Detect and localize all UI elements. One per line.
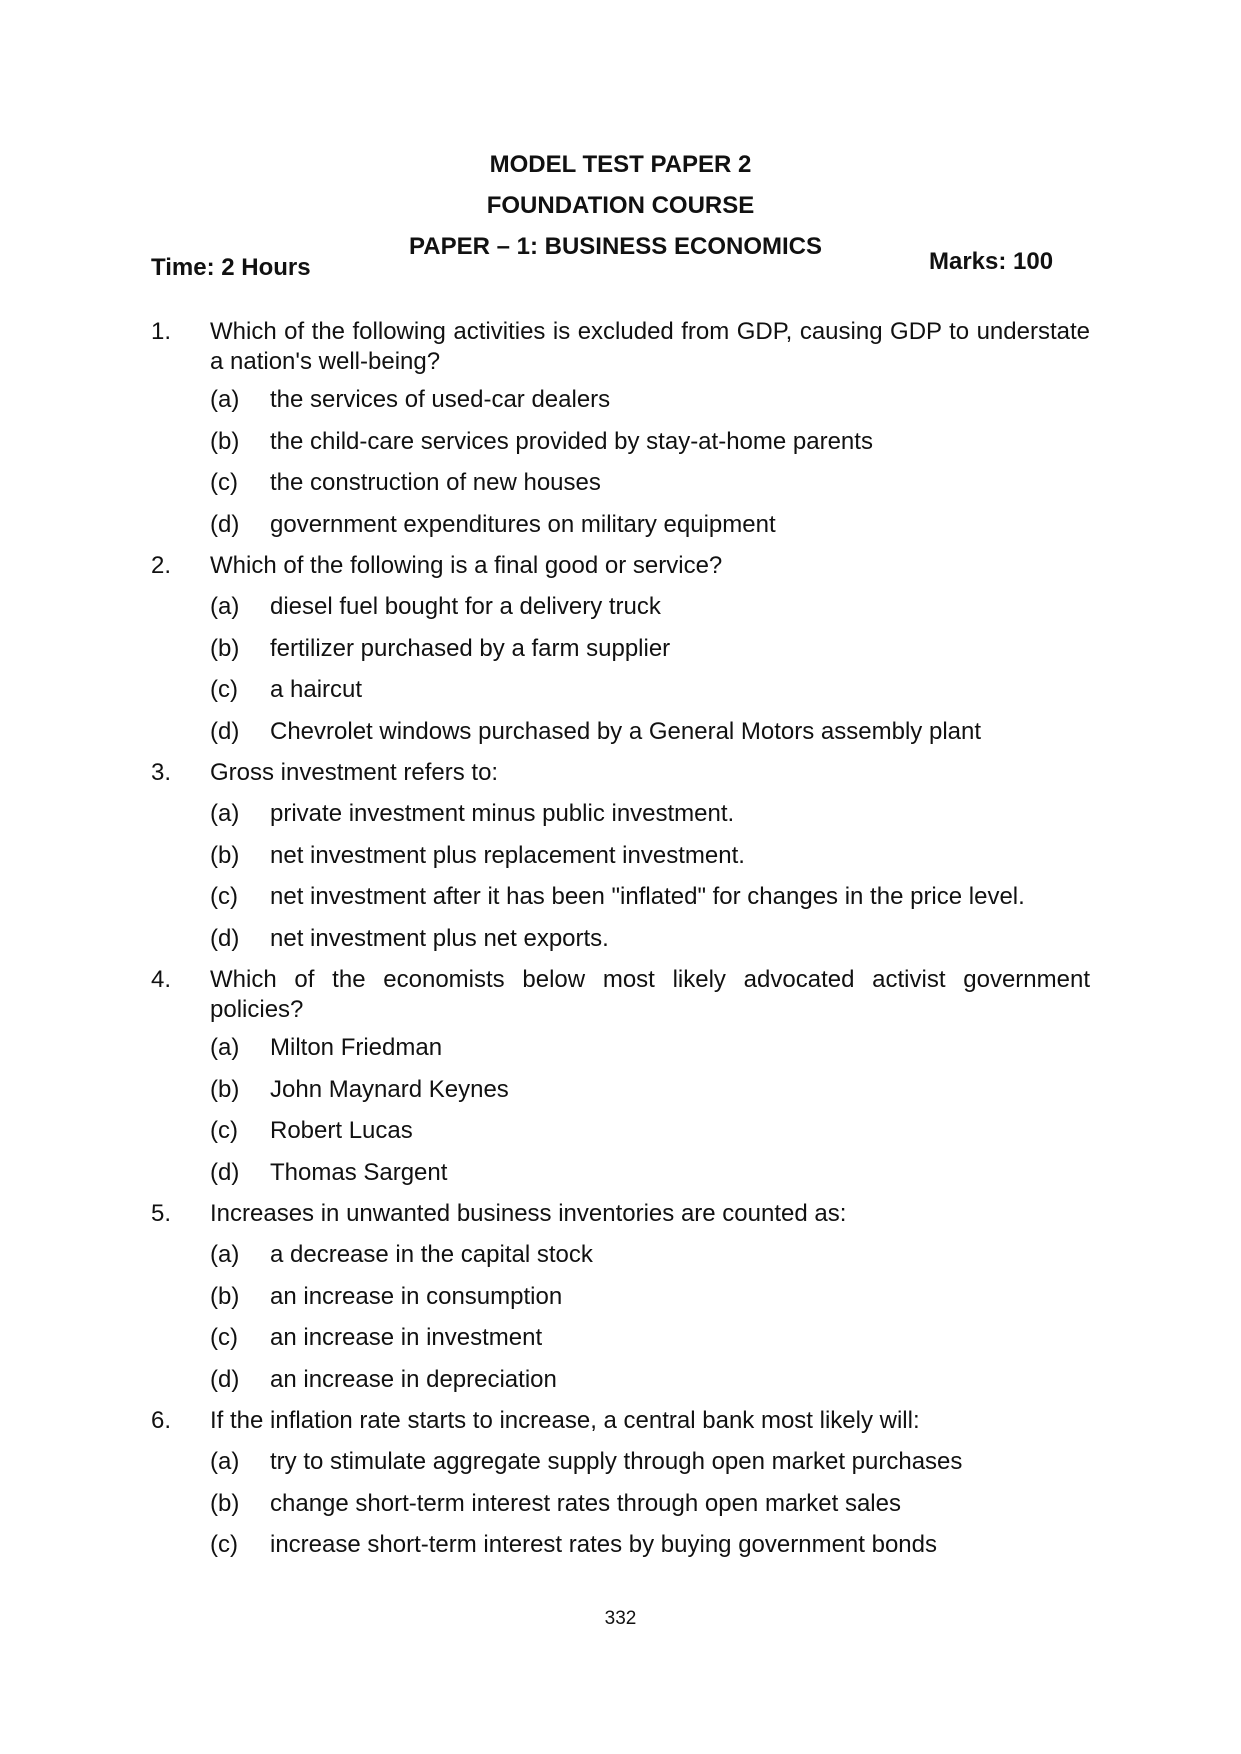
option-text: net investment after it has been "inflated" for changes in the price level.	[270, 883, 1025, 910]
option-label: (a)	[210, 1241, 240, 1268]
time-allowed: Time: 2 Hours	[151, 254, 311, 281]
option-text: net investment plus replacement investment.	[270, 841, 745, 869]
option-b	[151, 427, 1090, 457]
option-text: net investment plus net exports.	[270, 924, 609, 952]
option-label: (d)	[210, 717, 240, 745]
option-label: (b)	[210, 1075, 240, 1103]
option-c	[151, 468, 1090, 498]
option-text: Chevrolet windows purchased by a General Motors assembly plant	[270, 717, 982, 745]
question-number: 5.	[151, 1200, 172, 1227]
course-name: FOUNDATION COURSE	[486, 192, 755, 219]
option-b	[151, 634, 1090, 664]
option-label: (c)	[210, 676, 238, 703]
total-marks: Marks: 100	[929, 248, 1054, 275]
option-b	[151, 1489, 1090, 1519]
option-text: private investment minus public investment.	[270, 800, 735, 827]
question-stem: Increases in unwanted business inventories are counted as:	[210, 1200, 847, 1227]
option-label: (a)	[210, 386, 240, 413]
question-1	[151, 317, 1090, 540]
option-d	[151, 924, 1090, 954]
option-text: an increase in consumption	[270, 1282, 563, 1310]
option-d	[151, 1158, 1090, 1188]
question-stem: Which of the following activities is excluded from GDP, causing GDP to understate a nation's well-being?	[210, 318, 1090, 375]
option-text: a haircut	[270, 676, 363, 703]
option-text: try to stimulate aggregate supply through open market purchases	[270, 1448, 963, 1475]
option-b	[151, 841, 1090, 871]
page-number: 332	[604, 1608, 637, 1629]
option-label: (d)	[210, 1365, 240, 1393]
option-label: (a)	[210, 1448, 240, 1475]
option-a	[151, 1240, 1090, 1270]
option-a	[151, 1447, 1090, 1477]
option-text: an increase in investment	[270, 1324, 543, 1351]
option-a	[151, 799, 1090, 829]
option-label: (a)	[210, 800, 240, 827]
question-number: 4.	[151, 966, 172, 993]
paper-subject: PAPER – 1: BUSINESS ECONOMICS	[409, 233, 822, 260]
question-3	[151, 758, 1090, 954]
option-text: the construction of new houses	[270, 469, 601, 496]
question-2	[151, 551, 1090, 747]
option-label: (c)	[210, 1531, 238, 1558]
option-a	[151, 385, 1090, 415]
question-list	[151, 317, 1090, 1572]
option-a	[151, 592, 1090, 622]
option-d	[151, 1365, 1090, 1395]
option-label: (d)	[210, 924, 240, 952]
option-b	[151, 1282, 1090, 1312]
option-d	[151, 510, 1090, 540]
option-label: (b)	[210, 1282, 240, 1310]
option-text: a decrease in the capital stock	[270, 1241, 593, 1268]
option-text: Thomas Sargent	[270, 1158, 448, 1186]
option-text: change short-term interest rates through open market sales	[270, 1489, 901, 1517]
option-text: government expenditures on military equipment	[270, 510, 776, 538]
question-4	[151, 965, 1090, 1188]
option-c	[151, 1530, 1090, 1560]
question-stem: Which of the following is a final good or service?	[210, 552, 723, 579]
option-text: increase short-term interest rates by buying government bonds	[270, 1531, 937, 1558]
option-text: Robert Lucas	[270, 1117, 413, 1144]
option-label: (c)	[210, 469, 238, 496]
option-label: (b)	[210, 841, 240, 869]
option-text: an increase in depreciation	[270, 1365, 557, 1393]
option-c	[151, 882, 1090, 912]
option-label: (a)	[210, 593, 240, 620]
option-text: the child-care services provided by stay-at-home parents	[270, 427, 873, 455]
option-a	[151, 1033, 1090, 1063]
option-text: Milton Friedman	[270, 1034, 443, 1061]
option-label: (d)	[210, 510, 240, 538]
option-text: fertilizer purchased by a farm supplier	[270, 634, 671, 662]
option-label: (c)	[210, 1324, 238, 1351]
paper-title: MODEL TEST PAPER 2	[489, 151, 752, 178]
option-c	[151, 1323, 1090, 1353]
question-number: 2.	[151, 552, 172, 579]
option-label: (d)	[210, 1158, 240, 1186]
question-5	[151, 1199, 1090, 1395]
option-d	[151, 717, 1090, 747]
option-label: (c)	[210, 883, 238, 910]
question-stem: If the inflation rate starts to increase, a central bank most likely will:	[210, 1407, 920, 1434]
option-c	[151, 675, 1090, 705]
option-text: John Maynard Keynes	[270, 1075, 509, 1103]
question-number: 3.	[151, 759, 172, 786]
option-label: (b)	[210, 427, 240, 455]
question-6	[151, 1406, 1090, 1560]
option-b	[151, 1075, 1090, 1105]
option-label: (a)	[210, 1034, 240, 1061]
question-stem: Gross investment refers to:	[210, 759, 499, 786]
option-c	[151, 1116, 1090, 1146]
option-label: (b)	[210, 1489, 240, 1517]
question-number: 6.	[151, 1407, 172, 1434]
option-text: diesel fuel bought for a delivery truck	[270, 593, 661, 620]
option-label: (b)	[210, 634, 240, 662]
option-label: (c)	[210, 1117, 238, 1144]
question-number: 1.	[151, 318, 172, 345]
question-stem: Which of the economists below most likely advocated activist government policies?	[210, 966, 1090, 1023]
option-text: the services of used-car dealers	[270, 386, 611, 413]
